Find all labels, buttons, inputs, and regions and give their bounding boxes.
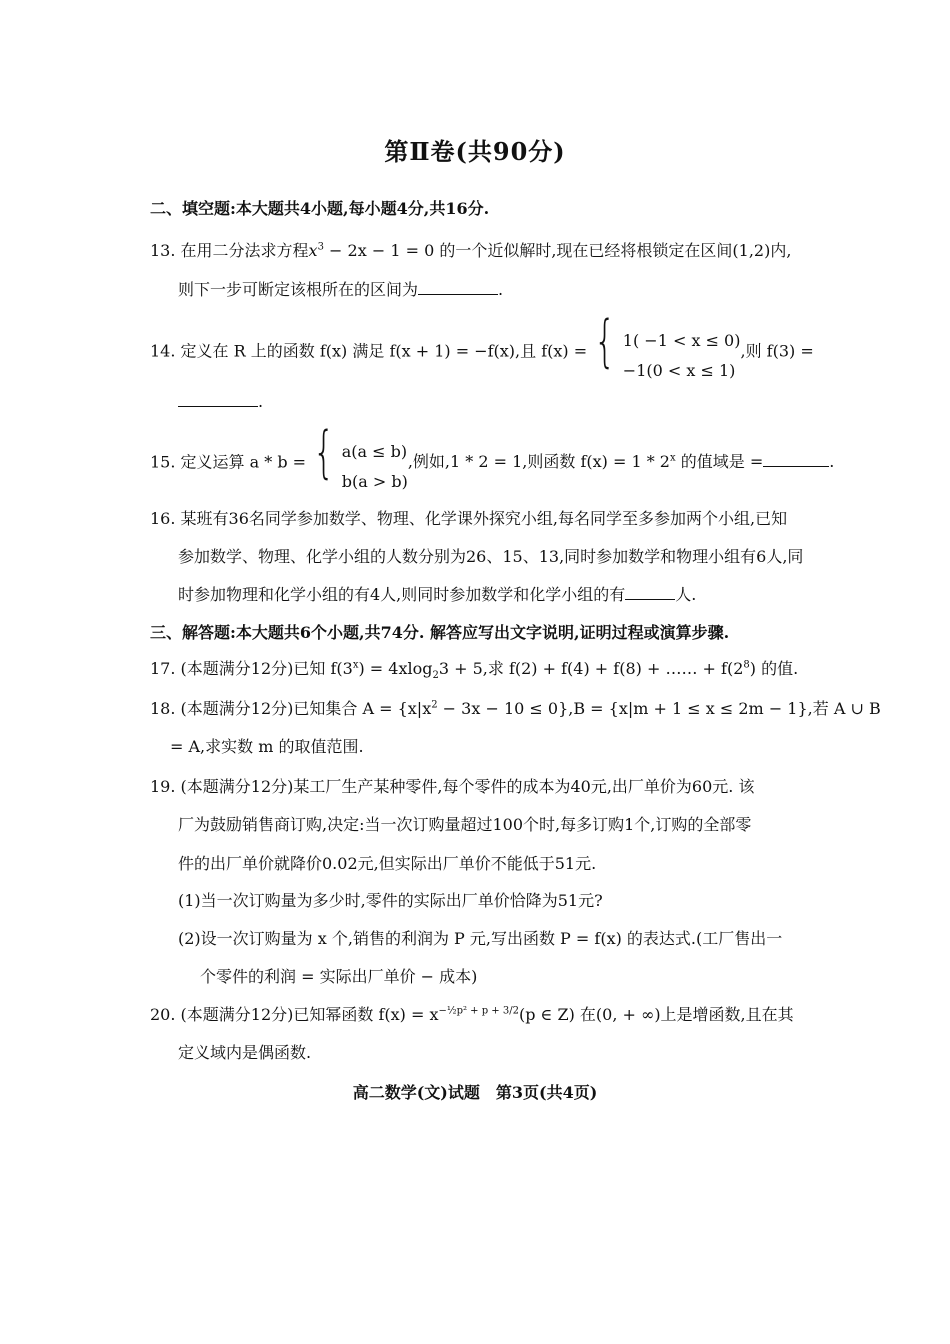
question-13-line-2 (178, 277, 503, 300)
q13-var-x: x (308, 241, 318, 260)
q15-cases (342, 437, 408, 497)
q18-text-a: 18. (本题满分12分)已知集合 A = {x|x (150, 699, 432, 718)
q20-text-a: 20. (本题满分12分)已知幂函数 f(x) = x (150, 1005, 439, 1024)
q16-text-a: 时参加物理和化学小组的有4人,则同时参加数学和化学小组的有 (178, 585, 626, 604)
question-19-sub-2-line-2: 个零件的利润 = 实际出厂单价 − 成本) (200, 967, 478, 986)
question-15 (150, 420, 835, 497)
question-20-line-2: 定义域内是偶函数. (178, 1043, 312, 1062)
q15-brace: { (313, 420, 335, 485)
question-20-line-1 (150, 1002, 794, 1025)
q15-text-b: ,例如,1 * 2 = 1,则函数 f(x) = 1 * 2 (407, 452, 670, 472)
q18-exponent: 2 (431, 699, 438, 711)
q14-case-2: −1(0 < x ≤ 1) (622, 360, 736, 380)
question-17 (150, 656, 798, 681)
q17-text-b: ) = 4xlog (358, 659, 433, 678)
q13-text-b: − 2x − 1 = 0 的一个近似解时,现在已经将根锁定在区间(1,2)内, (323, 241, 792, 260)
question-16-line-1: 16. 某班有36名同学参加数学、物理、化学课外探究小组,每名同学至多参加两个小组,已知 (150, 509, 788, 528)
section-2-heading: 二、填空题:本大题共4小题,每小题4分,共16分. (150, 199, 490, 218)
question-14-answer-line (178, 390, 263, 411)
q14-piecewise (587, 309, 741, 386)
page-title: 第Ⅱ卷(共90分) (384, 137, 566, 166)
q14-brace: { (594, 309, 616, 374)
q13-answer-blank[interactable] (418, 278, 498, 295)
question-19-line-2: 厂为鼓励销售商订购,决定:当一次订购量超过100个时,每多订购1个,订购的全部零 (178, 815, 752, 834)
q20-text-b: (p ∈ Z) 在(0, + ∞)上是增函数,且在其 (518, 1005, 794, 1024)
q17-exp-2: 8 (743, 659, 750, 671)
q13-text-a: 13. 在用二分法求方程 (150, 241, 309, 260)
question-18-line-1 (150, 696, 881, 719)
q14-text-a: 14. 定义在 R 上的函数 f(x) 满足 f(x + 1) = −f(x),且 f(x) = (150, 341, 588, 361)
q15-piecewise (306, 420, 408, 497)
q14-answer-blank[interactable] (178, 390, 258, 407)
q13-exponent: 3 (317, 241, 324, 253)
question-19-line-3: 件的出厂单价就降价0.02元,但实际出厂单价不能低于51元. (178, 854, 597, 873)
q14-case-1: 1( −1 < x ≤ 0) (622, 330, 741, 350)
q17-text-a: 17. (本题满分12分)已知 f(3 (150, 659, 353, 678)
q14-text-b: ,则 f(3) = (740, 341, 814, 361)
q16-text-b: 人. (675, 585, 697, 604)
question-13-line-1 (150, 238, 791, 261)
question-14 (150, 309, 814, 386)
page-footer: 高二数学(文)试题 第3页(共4页) (352, 1083, 598, 1102)
q20-exponent: −½p² + p + 3/2 (438, 1005, 519, 1017)
q18-text-b: − 3x − 10 ≤ 0},B = {x|m + 1 ≤ x ≤ 2m − 1},若 A ∪ B (437, 699, 881, 718)
q13-text-line2: 则下一步可断定该根所在的区间为 (178, 280, 419, 299)
q14-period: . (258, 392, 264, 411)
question-19-sub-1: (1)当一次订购量为多少时,零件的实际出厂单价恰降为51元? (178, 891, 603, 910)
q17-exp-1: x (352, 659, 359, 671)
q15-text-c: 的值域是 = (675, 452, 764, 472)
q17-text-c: 3 + 5,求 f(2) + f(4) + f(8) + …… + f(2 (438, 659, 744, 678)
question-19-sub-2-line-1: (2)设一次订购量为 x 个,销售的利润为 P 元,写出函数 P = f(x) 的表达式.(工厂售出一 (178, 929, 783, 948)
q17-log-base: 2 (432, 670, 439, 682)
question-16-line-2: 参加数学、物理、化学小组的人数分别为26、15、13,同时参加数学和物理小组有6人,同 (178, 547, 804, 566)
q13-period: . (498, 280, 504, 299)
q17-text-d: ) 的值. (749, 659, 799, 678)
question-16-line-3 (178, 582, 696, 605)
q14-cases (623, 326, 741, 386)
q15-case-2: b(a > b) (341, 471, 408, 491)
question-19-line-1: 19. (本题满分12分)某工厂生产某种零件,每个零件的成本为40元,出厂单价为60元. 该 (150, 777, 755, 796)
q16-answer-blank[interactable] (625, 583, 675, 600)
q15-text-a: 15. 定义运算 a * b = (150, 452, 307, 472)
q15-exponent: x (670, 452, 676, 464)
section-3-heading: 三、解答题:本大题共6个小题,共74分. 解答应写出文字说明,证明过程或演算步骤. (150, 623, 730, 642)
q15-case-1: a(a ≤ b) (341, 441, 408, 461)
q15-answer-blank[interactable] (763, 450, 829, 467)
question-18-line-2: = A,求实数 m 的取值范围. (170, 737, 364, 756)
q15-period: . (829, 452, 835, 472)
